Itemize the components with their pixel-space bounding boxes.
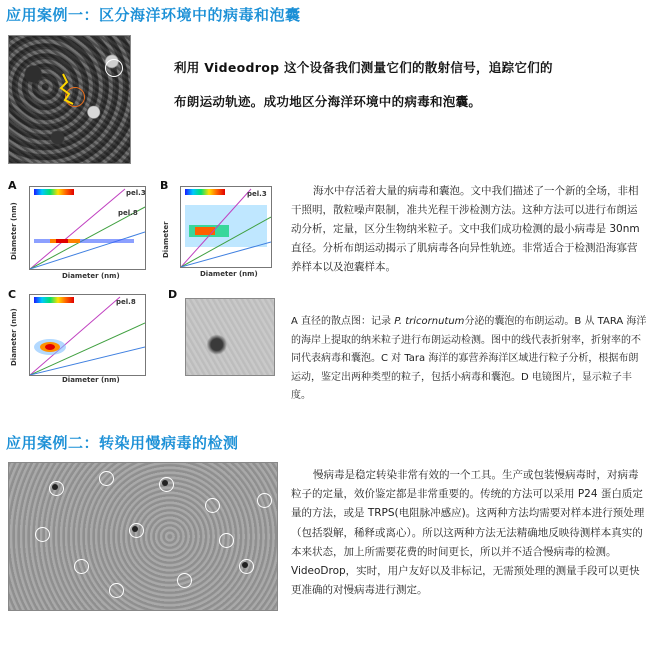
particle-ring	[219, 533, 234, 548]
panel-c-y-label: Diameter (nm)	[10, 308, 18, 366]
panel-a-label: A	[8, 179, 17, 192]
microscopy-image-lentivirus	[8, 462, 278, 611]
particle-ring	[205, 498, 220, 513]
panel-a-x-label: Diameter (nm)	[62, 272, 120, 280]
panel-a-scatter	[30, 187, 145, 269]
case1-description: 海水中存活着大量的病毒和囊泡。文中我们描述了一个新的全场，非相干照明，散粒噪声限制，准共光程干涉检测方法。这种方法可以进行布朗运动分析，定量，区分生物纳米粒子。文中我们成功检测的最小病毒是 30nm 直径。分析布朗运动揭示了肌病毒各向异性轨迹。非常适合于检测沿海寡营养样本以及泡囊样本。	[291, 185, 640, 273]
particle-dot	[132, 526, 138, 532]
panel-b-label: B	[160, 179, 169, 192]
panel-a-ref-label-2: pel.8	[118, 209, 138, 217]
particle-ring	[257, 493, 272, 508]
panel-b-ref-label: pel.3	[247, 190, 267, 198]
particle-dot	[52, 484, 58, 490]
panel-c-ref-label: pel.8	[116, 298, 136, 306]
panel-d-label: D	[168, 288, 178, 301]
tracked-particle-ring	[105, 59, 123, 77]
case1-heading: 应用案例一：区分海洋环境中的病毒和泡囊	[6, 6, 301, 24]
panel-a-ref-label: pel.3	[126, 189, 146, 197]
panel-b-scatter	[181, 187, 271, 267]
panel-c-plot	[29, 294, 146, 376]
particle-ring	[35, 527, 50, 542]
case2-description: 慢病毒是稳定转染非常有效的一个工具。生产或包装慢病毒时，对病毒粒子的定量，效价鉴定都是非常重要的。传统的方法可以采用 P24 蛋白质定量的方法，或是 TRPS(电阻脉冲感应)。这两种方法均需要对样本进行预处理（包括裂解，稀释或离心）。所以这两种方法无法精确地反映待测样本真实的本来状态，加上所需要花费的时间更长，所以并不适合慢病毒的检测。VideoDrop，实时，用户友好以及非标记，无需预处理的测量手段可以更快更准确的对慢病毒进行测定。	[291, 469, 645, 597]
trajectory-icon	[55, 70, 85, 110]
particle-dot	[162, 480, 168, 486]
case2-heading: 应用案例二：转染用慢病毒的检测	[6, 434, 239, 452]
intro-line-1: 利用 Videodrop 这个设备我们测量它们的散射信号，追踪它们的	[174, 60, 553, 75]
intro-line-2: 布朗运动轨迹。成功地区分海洋环境中的病毒和泡囊。	[174, 94, 482, 109]
particle-dot	[242, 562, 248, 568]
panel-c-label: C	[8, 288, 17, 301]
panel-b-x-label: Diameter (nm)	[200, 270, 258, 278]
electron-micrograph	[185, 298, 275, 376]
panel-c-scatter	[30, 295, 145, 375]
figure-caption: A 直径的散点图：记录 P. tricornutum分泌的囊泡的布朗运动。B 从 TARA 海洋的海岸上提取的纳米粒子进行布朗运动检测。图中的线代表折射率，折射率的不同代表病毒和囊泡。C 对 Tara 海洋的寡营养海洋区域进行粒子分析，根据布朗运动，鉴定出两种类型的粒子，包括小病毒和囊泡。D 电镜图片，显示粒子丰度。	[291, 316, 647, 401]
panel-b-plot	[180, 186, 272, 268]
microscopy-image-vesicles	[8, 35, 131, 164]
panel-c-x-label: Diameter (nm)	[62, 376, 120, 384]
particle-ring	[109, 583, 124, 598]
panel-a-plot	[29, 186, 146, 270]
particle-ring	[99, 471, 114, 486]
particle-ring	[74, 559, 89, 574]
particle-ring	[177, 573, 192, 588]
panel-a-y-label: Diameter (nm)	[10, 202, 18, 260]
species-name: P. tricornutum	[394, 316, 465, 327]
panel-b-y-label: Diameter	[162, 221, 170, 258]
